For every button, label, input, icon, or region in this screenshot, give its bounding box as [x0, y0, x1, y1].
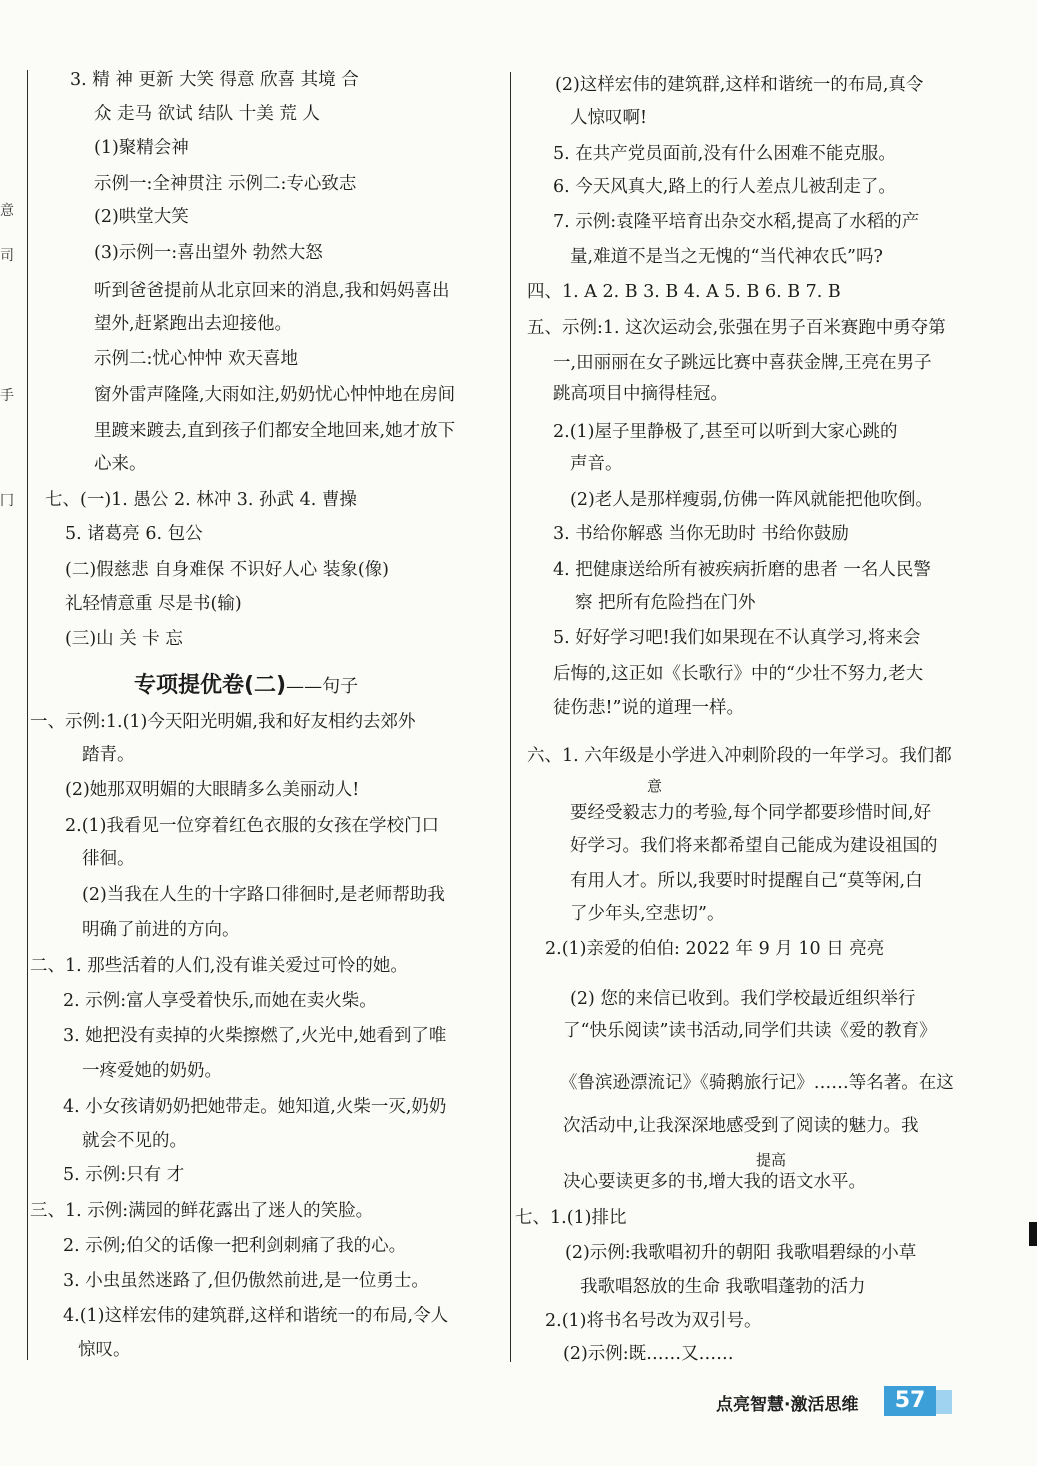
cropped-edge-char: 手 [0, 388, 14, 404]
left-column-line: 听到爸爸提前从北京回来的消息,我和妈妈喜出 [94, 281, 450, 301]
left-column-line: 3. 小虫虽然迷路了,但仍傲然前进,是一位勇士。 [63, 1271, 429, 1291]
right-column-line: 一,田丽丽在女子跳远比赛中喜获金牌,王亮在男子 [553, 353, 932, 373]
right-column-line: 6. 今天风真大,路上的行人差点儿被刮走了。 [553, 177, 896, 197]
left-column-line: 一、示例:1.(1)今天阳光明媚,我和好友相约去郊外 [30, 712, 416, 732]
page-number-tab [936, 1390, 952, 1414]
right-column-line: 徒伤悲!”说的道理一样。 [553, 698, 744, 718]
left-column-line: 示例二:忧心忡忡 欢天喜地 [94, 349, 298, 369]
right-column-line: 次活动中,让我深深地感受到了阅读的魅力。我 [563, 1116, 919, 1136]
right-column-line: 意 [647, 777, 663, 795]
left-column-line: 5. 示例:只有 才 [63, 1165, 185, 1185]
left-margin-rule [27, 70, 28, 1360]
section-subtitle: ——句子 [286, 676, 359, 697]
left-column-line: 礼轻情意重 尽是书(输) [65, 594, 242, 614]
left-column-line: 众 走马 欲试 结队 十美 荒 人 [94, 104, 320, 124]
cropped-edge-char: 司 [0, 248, 14, 264]
right-column-line: (2)示例:我歌唱初升的朝阳 我歌唱碧绿的小草 [565, 1243, 917, 1263]
left-column-line: 2. 示例:富人享受着快乐,而她在卖火柴。 [63, 991, 377, 1011]
right-column-line: 5. 好好学习吧!我们如果现在不认真学习,将来会 [553, 628, 921, 648]
left-column-line: 二、1. 那些活着的人们,没有谁关爱过可怜的她。 [30, 956, 408, 976]
right-column-line: (2)老人是那样瘦弱,仿佛一阵风就能把他吹倒。 [570, 490, 933, 510]
left-column-line: 窗外雷声隆隆,大雨如注,奶奶忧心忡忡地在房间 [94, 385, 456, 405]
right-column-line: 后悔的,这正如《长歌行》中的“少壮不努力,老大 [553, 664, 924, 684]
cropped-edge-char: 冂 [0, 493, 14, 509]
left-column-line: (二)假慈悲 自身难保 不识好人心 装象(像) [65, 560, 389, 580]
right-column-line: 我歌唱怒放的生命 我歌唱蓬勃的活力 [580, 1277, 866, 1297]
right-column-line: 跳高项目中摘得桂冠。 [553, 384, 728, 404]
right-column-line: (2) 您的来信已收到。我们学校最近组织举行 [570, 989, 916, 1009]
left-column-line: 示例一:全神贯注 示例二:专心致志 [94, 174, 357, 194]
right-edge-mark [1029, 1222, 1037, 1246]
left-column-line: (2)哄堂大笑 [94, 207, 189, 227]
right-column-line: 了少年头,空悲切”。 [570, 904, 725, 924]
left-column-line: 4. 小女孩请奶奶把她带走。她知道,火柴一灭,奶奶 [63, 1097, 447, 1117]
right-column-line: 七、1.(1)排比 [515, 1208, 627, 1228]
column-divider [510, 72, 511, 1362]
right-column-line: 2.(1)屋子里静极了,甚至可以听到大家心跳的 [553, 422, 898, 442]
right-column-line: 好学习。我们将来都希望自己能成为建设祖国的 [570, 836, 938, 856]
left-column-line: 明确了前进的方向。 [82, 920, 240, 940]
right-column-line: 量,难道不是当之无愧的“当代神农氏”吗? [570, 247, 883, 267]
left-column-line: 就会不见的。 [82, 1131, 187, 1151]
right-column-line: 了“快乐阅读”读书活动,同学们共读《爱的教育》 [563, 1021, 937, 1041]
cropped-edge-char: 意 [0, 203, 14, 219]
left-column-line: 里踱来踱去,直到孩子们都安全地回来,她才放下 [94, 421, 456, 441]
right-column-line: 提高 [756, 1151, 787, 1169]
right-column-line: 2.(1)将书名号改为双引号。 [545, 1311, 762, 1331]
right-column-line: 人惊叹啊! [570, 108, 648, 128]
right-column-line: 2.(1)亲爱的伯伯: 2022 年 9 月 10 日 亮亮 [545, 939, 885, 959]
section-title: 专项提优卷(二)——句子 [134, 673, 359, 698]
footer-brand: 点亮智慧·激活思维 [716, 1395, 859, 1415]
left-column-line: 徘徊。 [82, 849, 135, 869]
left-column-line: 心来。 [94, 454, 147, 474]
left-column-line: (3)示例一:喜出望外 勃然大怒 [94, 243, 323, 263]
left-column-line: 七、(一)1. 愚公 2. 林冲 3. 孙武 4. 曹操 [45, 490, 357, 510]
right-column-line: 五、示例:1. 这次运动会,张强在男子百米赛跑中勇夺第 [527, 318, 946, 338]
right-column-line: 5. 在共产党员面前,没有什么困难不能克服。 [553, 144, 896, 164]
left-column-line: (2)她那双明媚的大眼睛多么美丽动人! [65, 780, 360, 800]
left-column-line: 2.(1)我看见一位穿着红色衣服的女孩在学校门口 [65, 816, 439, 836]
right-column-line: 察 把所有危险挡在门外 [575, 593, 756, 613]
left-column-line: (2)当我在人生的十字路口徘徊时,是老师帮助我 [82, 885, 445, 905]
left-column-line: 3. 精 神 更新 大笑 得意 欣喜 其境 合 [70, 70, 359, 90]
left-column-line: 三、1. 示例:满园的鲜花露出了迷人的笑脸。 [30, 1201, 374, 1221]
left-column-line: 4.(1)这样宏伟的建筑群,这样和谐统一的布局,令人 [63, 1306, 449, 1326]
right-column-line: (2)这样宏伟的建筑群,这样和谐统一的布局,真令 [555, 75, 924, 95]
left-column-line: 惊叹。 [78, 1340, 131, 1360]
left-column-line: 5. 诸葛亮 6. 包公 [65, 524, 203, 544]
left-column-line: 2. 示例;伯父的话像一把利剑刺痛了我的心。 [63, 1236, 407, 1256]
page-number: 57 [884, 1386, 936, 1416]
right-column-line: 《鲁滨逊漂流记》《骑鹅旅行记》……等名著。在这 [560, 1073, 954, 1093]
right-column-line: 7. 示例:袁隆平培育出杂交水稻,提高了水稻的产 [553, 212, 920, 232]
right-column-line: 4. 把健康送给所有被疾病折磨的患者 一名人民警 [553, 560, 931, 580]
left-column-line: 3. 她把没有卖掉的火柴擦燃了,火光中,她看到了唯 [63, 1026, 447, 1046]
left-column-line: 踏青。 [82, 745, 135, 765]
left-column-line: (1)聚精会神 [94, 138, 189, 158]
left-column-line: (三)山 关 卡 忘 [65, 629, 183, 649]
left-column-line: 望外,赶紧跑出去迎接他。 [94, 314, 293, 334]
right-column-line: (2)示例:既……又…… [563, 1344, 734, 1364]
right-column-line: 要经受毅志力的考验,每个同学都要珍惜时间,好 [570, 803, 932, 823]
right-column-line: 六、1. 六年级是小学进入冲刺阶段的一年学习。我们都 [527, 746, 952, 766]
right-column-line: 声音。 [570, 454, 623, 474]
right-column-line: 3. 书给你解惑 当你无助时 书给你鼓励 [553, 524, 849, 544]
right-column-line: 决心要读更多的书,增大我的语文水平。 [563, 1172, 867, 1192]
left-column-line: 一疼爱她的奶奶。 [82, 1061, 222, 1081]
right-column-line: 四、1. A 2. B 3. B 4. A 5. B 6. B 7. B [527, 282, 841, 302]
right-column-line: 有用人才。所以,我要时时提醒自己“莫等闲,白 [570, 871, 923, 891]
